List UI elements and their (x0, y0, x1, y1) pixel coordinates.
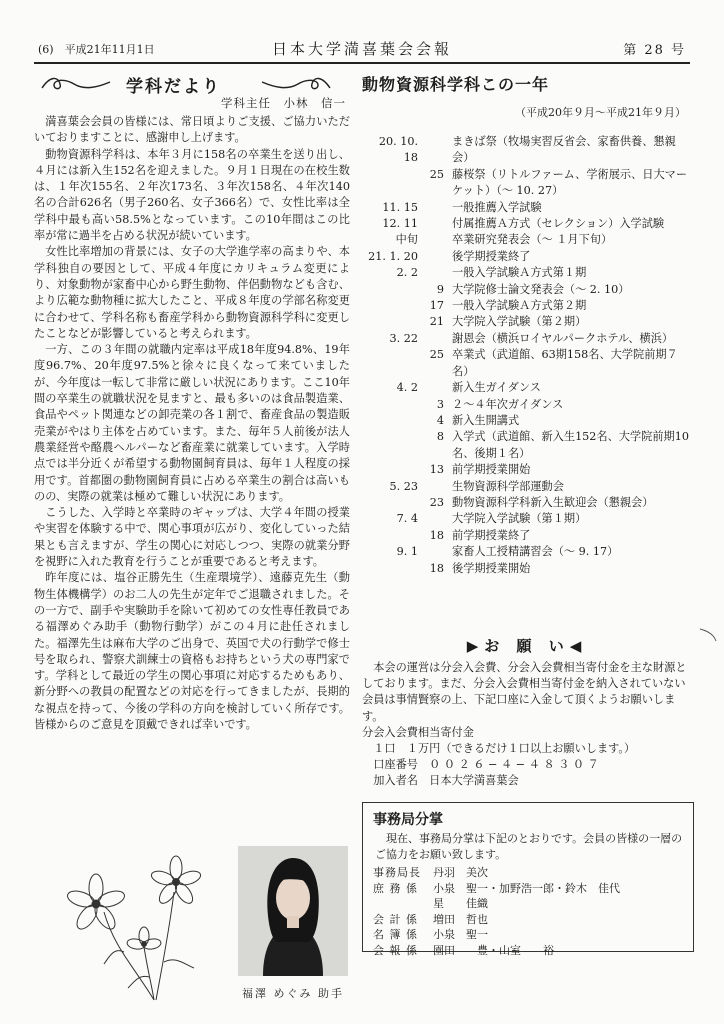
timeline-day (418, 380, 446, 396)
timeline-row (362, 232, 692, 248)
portrait-photo (238, 846, 348, 976)
timeline-date (362, 462, 418, 478)
timeline-date (362, 282, 418, 298)
timeline-row (362, 495, 692, 511)
timeline-event: 一般推薦入学試験 (452, 200, 542, 214)
duty-names: 増田 哲也 (433, 912, 488, 926)
paragraph: 一方、この３年間の就職内定率は平成18年度94.8%、19年度96.7%、20年度97.5%と徐々に良くなって来ていましたが、今年度は一転して非常に厳しい状況にあります。ここ10年間の卒業生の就職状況を見ますと、最も多いのは食品製造業、食品やペット関連などの卸売業の各１割で、畜産食品の製造販売業がやはり主体を占めています。また、毎年５人前後が法人農業経営や酪農ヘルパーなど畜産業に就業しています。入学時点では半分近くが希望する動物園飼育員は、毎年１人程度の採用です。首都圏の動物園飼育員に占める卒業生の割合は高いものの、実際の就業は極めて難しい状況にあります。 (34, 343, 350, 503)
timeline-day (418, 265, 446, 281)
timeline-day: 13 (429, 463, 444, 477)
timeline-date (362, 298, 418, 314)
office-duties-title: 事務局分掌 (373, 812, 443, 828)
timeline-date (362, 495, 418, 511)
office-duty-row (373, 912, 620, 928)
timeline-day (418, 216, 446, 232)
timeline-event: 謝恩会（横浜ロイヤルパークホテル、横浜） (452, 331, 674, 345)
timeline-date (362, 314, 418, 330)
cosmos-flower-illustration (44, 852, 234, 1002)
timeline-event: 入学式（武道館、新入生152名、大学院前期10名、後期１名） (452, 430, 689, 460)
timeline-event: 後学期授業終了 (452, 249, 531, 263)
timeline-day (418, 511, 446, 527)
timeline-event: 付属推薦Ａ方式（セレクション）入学試験 (452, 217, 665, 231)
timeline-day (418, 200, 446, 216)
timeline-day: 18 (429, 528, 444, 542)
timeline-row (362, 511, 692, 527)
account-holder: 加入者名 日本大学満喜葉会 (373, 774, 519, 788)
duty-names: 丹羽 美次 (433, 866, 488, 879)
duty-role: 会 計 係 (373, 912, 418, 926)
office-duty-row (373, 927, 620, 943)
timeline-event: 後学期授業開始 (452, 561, 531, 575)
timeline-date: 2. 2 (396, 266, 418, 280)
timeline-day: 25 (429, 167, 444, 181)
timeline-row (362, 462, 692, 478)
timeline-day: 18 (429, 561, 444, 575)
duty-role: 庶 務 係 (373, 881, 418, 895)
timeline-event: 大学院入学試験（第１期） (452, 512, 587, 526)
duty-names: 小泉 聖一・加野浩一郎・鈴木 佳代 (433, 881, 620, 895)
timeline-day: 17 (429, 299, 444, 313)
office-duty-row (373, 881, 620, 897)
office-duties-intro: 現在、事務局分掌は下記のとおりです。会員の皆様の一層のご協力をお願い致します。 (375, 832, 683, 861)
timeline-event: 藤桜祭（リトルファーム、学術展示、日大マーケット）（〜 10. 27） (452, 167, 688, 198)
duty-role: 会 報 係 (373, 943, 418, 957)
account-number: 口座番号 ０ ０ ２ ６ − ４ − ４ ８ ３ ０ ７ (373, 758, 599, 772)
timeline-row (362, 380, 692, 396)
timeline-row (362, 479, 692, 495)
timeline-event: 動物資源科学科新入生歓迎会（懇親会） (452, 495, 654, 509)
timeline-date: 12. 11 (382, 217, 418, 231)
timeline-event: 一般入学試験Ａ方式第１期 (452, 266, 587, 280)
paragraph: 昨年度には、塩谷正勝先生（生産環境学）、遠藤克先生（動物生体機構学）のお二人の先生が定年でご退職されました。その一方で、副手や実験助手を除いて初めての女性専任教員である福澤めぐみ助手（動物行動学）がこの４月に赴任されました。福澤先生は麻布大学のご出身で、英国で犬の行動学で修士号を取られ、警察犬訓練士の資格もお持ちという犬の専門家です。学科として最近の学生の関心事項に対応するためもあり、新分野への教員の配置などの対応を行ってきましたが、長期的な視点を持って、今後の学科の方向を検討していく所存です。皆様からのご意見を頂戴できれば幸いです。 (34, 571, 350, 731)
timeline-date (362, 347, 418, 380)
request-body (362, 660, 692, 790)
newsletter-title: 日本大学満喜葉会会報 (271, 40, 452, 58)
timeline-list (362, 134, 692, 577)
timeline-event: 前学期授業開始 (452, 463, 531, 477)
duty-names: 園田 豊・山室 裕 (433, 943, 554, 957)
timeline-date (362, 561, 418, 577)
timeline-date: 7. 4 (396, 512, 418, 526)
timeline-row (362, 249, 692, 265)
timeline-event: 前学期授業終了 (452, 528, 531, 542)
timeline-row (362, 347, 692, 380)
timeline-event: 新入生ガイダンス (452, 381, 541, 395)
swirl-ornament-icon (40, 74, 112, 94)
timeline-day (418, 134, 446, 167)
timeline-day (418, 544, 446, 560)
timeline-day: 23 (429, 495, 444, 509)
timeline-day: 8 (436, 430, 444, 444)
duty-names: 星 佳織 (433, 897, 488, 911)
timeline-day (418, 232, 446, 248)
portrait-image (238, 846, 348, 976)
timeline-day (418, 249, 446, 265)
left-article-body (34, 114, 350, 733)
timeline-row (362, 429, 692, 462)
timeline-date: 中旬 (395, 233, 418, 247)
timeline-row (362, 397, 692, 413)
timeline-date: 9. 1 (396, 545, 418, 559)
left-article-heading (34, 70, 346, 98)
paragraph: 女性比率増加の背景には、女子の大学進学率の高まりや、本学科独自の要因として、平成４年度にカリキュラム変更により、対象動物が家畜中心から野生動物、伴侶動物なども含む、より広範な動物種に拡大したこと、平成８年度の学部名称変更に合わせて、学科名称も畜産学科から動物資源科学科に変更したことなどが影響していると考えられます。 (34, 245, 350, 340)
issue-date: (6) 平成21年11月1日 (38, 43, 155, 56)
timeline-date (362, 397, 418, 413)
timeline-date: 11. 15 (382, 200, 418, 214)
photo-caption: 福澤 めぐみ 助手 (242, 987, 344, 1000)
timeline-event: 家畜人工授精講習会（〜 9. 17） (452, 545, 619, 559)
request-text: 本会の運営は分会入会費、分会入会費相当寄付金を主な財源としております。まだ、分会入会費相当寄付金を納入されていない会員は事情賢察の上、下記口座に入金して頂くようお願いします。 (362, 661, 687, 723)
timeline-row (362, 331, 692, 347)
timeline-event: 大学院入学試験（第２期） (452, 315, 587, 329)
period-range: （平成20年９月〜平成21年９月） (515, 106, 686, 119)
request-title: ▶お 願 い◀ (466, 637, 588, 655)
timeline-event: 卒業研究発表会（〜 １月下旬） (452, 233, 613, 247)
timeline-row (362, 298, 692, 314)
office-duty-row (373, 943, 620, 959)
paragraph: 動物資源科学科は、本年３月に158名の卒業生を送り出し、４月には新入生152名を迎えました。９月１日現在の在校生数は、１年次155名、２年次173名、３年次158名、４年次140名の合計626名（男子260名、女子366名）で、女性比率は全学科中最も高い58.5%となっています。この10年間はこの比率が常に過半を占める状況が続いています。 (34, 147, 350, 243)
timeline-date: 21. 1. 20 (368, 249, 418, 263)
office-duty-row (373, 896, 620, 912)
donation-label: 分会入会費相当寄付金 (362, 725, 474, 739)
timeline-row (362, 265, 692, 281)
page-mark-icon (698, 625, 718, 655)
timeline-day: 3 (436, 397, 444, 411)
office-duties-box (362, 802, 694, 957)
timeline-date (362, 528, 418, 544)
left-article-title: 学科だより (126, 77, 221, 97)
timeline-event: 卒業式（武道館、63期158名、大学院前期７名） (452, 348, 678, 378)
timeline-day (418, 479, 446, 495)
timeline-date: 5. 23 (389, 479, 418, 493)
timeline-day (418, 331, 446, 347)
timeline-row (362, 282, 692, 298)
timeline-date: 4. 2 (396, 381, 418, 395)
office-duty-row (373, 865, 620, 881)
swirl-ornament-icon (260, 74, 332, 94)
timeline-row (362, 134, 692, 167)
donation-amount: １口 １万円（できるだけ１口以上お願いします。） (373, 742, 636, 756)
timeline-event: 一般入学試験Ａ方式第２期 (452, 299, 587, 313)
timeline-row (362, 544, 692, 560)
duty-names: 小泉 聖一 (433, 928, 488, 942)
timeline-day: 9 (436, 282, 444, 296)
office-duties-list (373, 865, 620, 959)
issue-number: 第 28 号 (623, 43, 686, 58)
timeline-row (362, 561, 692, 577)
paragraph: こうした、入学時と卒業時のギャップは、大学４年間の授業や実習を体験する中で、関心事項が広がり、変化していった結果とも言えますが、学生の関心に対応しつつ、実際の就業分野を視野に入れた教育を行うことが重要であると考えます。 (34, 506, 350, 569)
timeline-date (362, 413, 418, 429)
duty-role: 事務局長 (373, 866, 421, 879)
timeline-row (362, 314, 692, 330)
timeline-day: 25 (429, 348, 444, 362)
timeline-row (362, 167, 692, 200)
duty-role (373, 896, 433, 912)
right-article-title: 動物資源科学科この一年 (362, 75, 550, 94)
timeline-event: 生物資源科学部運動会 (452, 479, 564, 493)
timeline-day: 21 (429, 315, 444, 329)
paragraph: 満喜葉会会員の皆様には、常日頃よりご支援、ご協力いただいておりますことに、感謝申し上げます。 (34, 115, 350, 145)
timeline-date: 3. 22 (389, 331, 418, 345)
left-article-author: 学科主任 小林 信一 (221, 96, 346, 110)
page-header (34, 38, 690, 64)
timeline-row (362, 413, 692, 429)
timeline-event: 大学院修士論文発表会（〜 2. 10） (452, 282, 630, 296)
timeline-row (362, 216, 692, 232)
timeline-date: 20. 10. 18 (378, 135, 418, 165)
timeline-day: 4 (436, 413, 444, 427)
timeline-event: ２〜４年次ガイダンス (452, 397, 564, 411)
timeline-date (362, 429, 418, 462)
timeline-event: 新入生開講式 (452, 413, 520, 427)
timeline-row (362, 528, 692, 544)
duty-role: 名 簿 係 (373, 928, 418, 942)
timeline-event: まきば祭（牧場実習反省会、家畜供養、懇親会） (452, 135, 676, 165)
timeline-row (362, 200, 692, 216)
timeline-date (362, 167, 418, 200)
